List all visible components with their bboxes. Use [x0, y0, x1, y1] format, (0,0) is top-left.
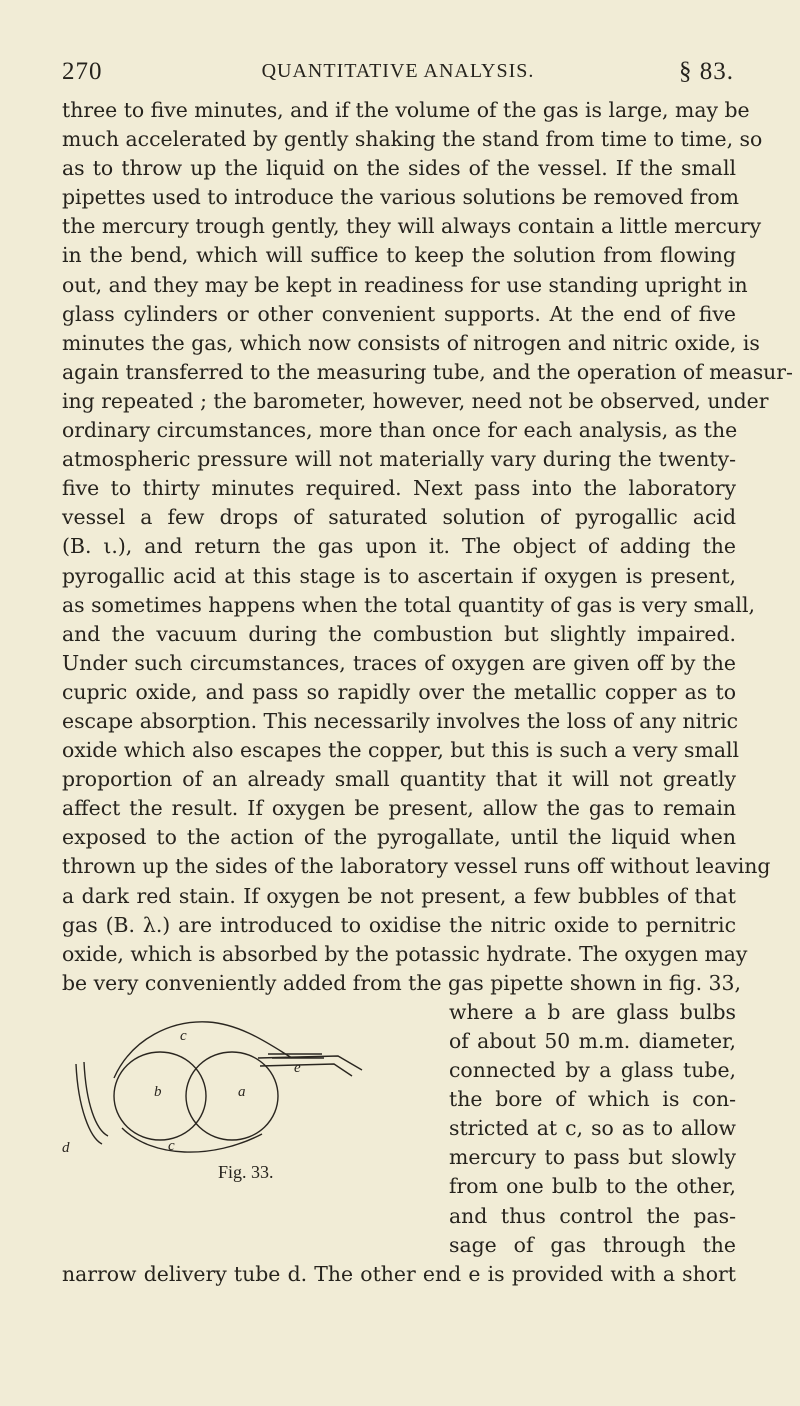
text-line-wrapped: from one bulb to the other,	[449, 1174, 736, 1199]
text-line-wrapped: sage of gas through the	[449, 1232, 736, 1257]
page-header	[62, 50, 734, 90]
text-line-final: narrow delivery tube d. The other end e is provided with a short	[62, 1261, 736, 1286]
text-line: Under such circumstances, traces of oxygen are given off by the	[62, 650, 736, 675]
text-line: affect the result. If oxygen be present, allow the gas to remain	[62, 796, 736, 821]
figure-gas-pipette	[62, 1018, 392, 1158]
text-line: much accelerated by gently shaking the stand from time to time, so	[62, 127, 763, 152]
label-b: b	[154, 1084, 162, 1100]
text-line: as sometimes happens when the total quantity of gas is very small,	[62, 592, 755, 617]
text-line: three to five minutes, and if the volume of the gas is large, may be	[62, 98, 750, 122]
text-line: escape absorption. This necessarily involves the loss of any nitric	[62, 708, 739, 733]
label-a: a	[238, 1084, 246, 1100]
text-line: again transferred to the measuring tube, and the operation of measur-	[62, 359, 793, 384]
text-line: thrown up the sides of the laboratory vessel runs off without leaving	[62, 854, 771, 879]
text-line-wrapped: connected by a glass tube,	[449, 1058, 736, 1083]
text-line: out, and they may be kept in readiness for use standing upright in	[62, 272, 748, 297]
text-line: ordinary circumstances, more than once for each analysis, as the	[62, 418, 738, 443]
text-line-wrapped: and thus control the pas-	[449, 1203, 736, 1228]
text-line: (B. ι.), and return the gas upon it. The object of adding the	[62, 534, 736, 559]
text-line-wrapped: mercury to pass but slowly	[449, 1145, 736, 1170]
text-line-wrapped: of about 50 m.m. diameter,	[449, 1029, 736, 1053]
label-e: e	[294, 1060, 301, 1076]
text-line: pyrogallic acid at this stage is to ascertain if oxygen is present,	[62, 563, 736, 588]
text-line: glass cylinders or other convenient supports. At the end of five	[62, 301, 736, 326]
text-line-wrapped: stricted at c, so as to allow	[449, 1116, 736, 1141]
text-line: in the bend, which will suffice to keep the solution from flowing	[62, 243, 736, 268]
text-line: five to thirty minutes required. Next pass into the laboratory	[62, 476, 736, 501]
label-d: d	[62, 1140, 70, 1156]
text-line: ing repeated ; the barometer, however, need not be observed, under	[62, 388, 769, 413]
text-line: cupric oxide, and pass so rapidly over the metallic copper as to	[62, 679, 736, 704]
text-line: minutes the gas, which now consists of nitrogen and nitric oxide, is	[62, 330, 760, 355]
text-line: exposed to the action of the pyrogallate, until the liquid when	[62, 825, 736, 850]
text-line: a dark red stain. If oxygen be not present, a few bubbles of that	[62, 883, 736, 908]
text-line: oxide which also escapes the copper, but this is such a very small	[62, 738, 740, 763]
delivery-tube-outer	[76, 1064, 102, 1144]
text-line: and the vacuum during the combustion but slightly impaired.	[62, 621, 736, 646]
text-line-wrapped: where a b are glass bulbs	[449, 999, 736, 1024]
text-line: proportion of an already small quantity that it will not greatly	[62, 767, 736, 792]
text-line: gas (B. λ.) are introduced to oxidise the nitric oxide to pernitric	[62, 912, 736, 937]
section-number: § 83.	[679, 58, 734, 85]
running-title: QUANTITATIVE ANALYSIS.	[261, 60, 535, 82]
text-line: be very conveniently added from the gas pipette shown in fig. 33,	[62, 970, 741, 995]
tube-e-lower	[260, 1064, 352, 1076]
label-c-bottom: c	[168, 1138, 175, 1154]
figure-caption: Fig. 33.	[218, 1162, 274, 1182]
page-number: 270	[62, 58, 103, 85]
label-c-top: c	[180, 1028, 187, 1044]
text-line: the mercury trough gently, they will always contain a little mercury	[62, 214, 762, 239]
text-line: pipettes used to introduce the various solutions be removed from	[62, 185, 739, 210]
text-line: as to throw up the liquid on the sides of the vessel. If the small	[62, 156, 736, 181]
text-line-wrapped: the bore of which is con-	[449, 1087, 736, 1112]
text-line: atmospheric pressure will not materially vary during the twenty-	[62, 447, 736, 472]
text-line: vessel a few drops of saturated solution of pyrogallic acid	[62, 505, 736, 530]
gas-pipette-drawing	[62, 1018, 392, 1168]
text-line: oxide, which is absorbed by the potassic hydrate. The oxygen may	[62, 941, 748, 966]
